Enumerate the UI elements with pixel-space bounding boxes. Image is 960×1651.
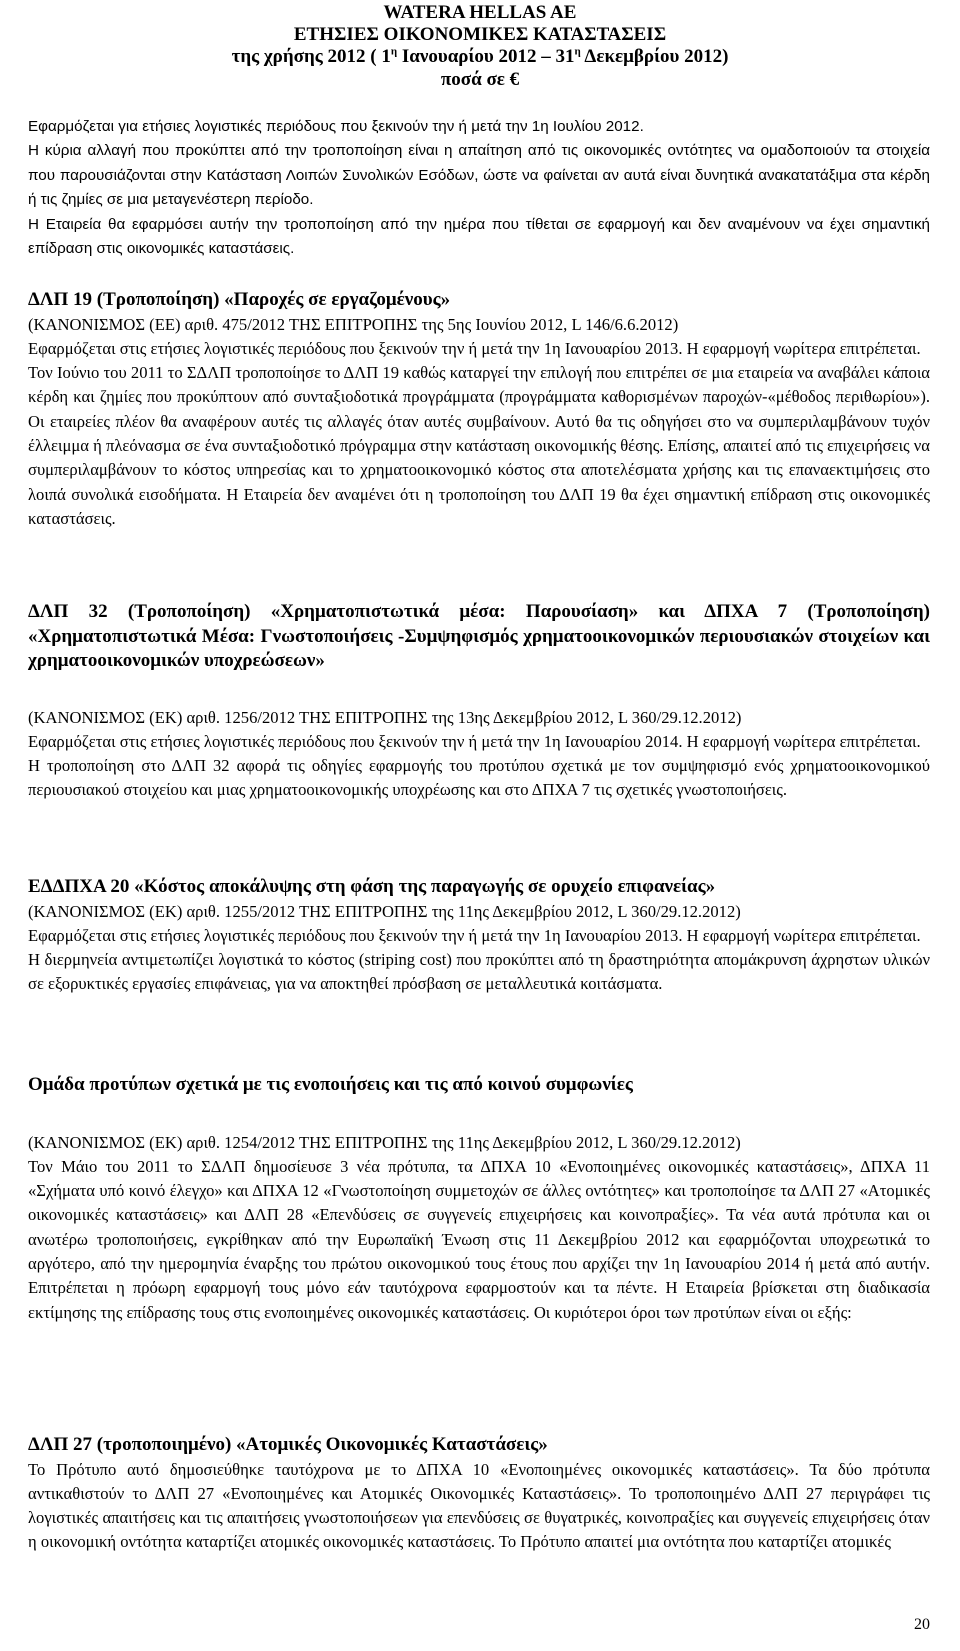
section-body: Τον Ιούνιο του 2011 το ΣΔΛΠ τροποποίησε το ΔΛΠ 19 καθώς καταργεί την επιλογή που επιτρέπει σε μια εταιρεία να αναβάλει κάποια κέρδη και ζημίες που προκύπτουν από συνταξιοδοτικά προγράμματα (προγράμματα καθορισμένων παροχών-«μέθοδος περιθωρίου»). Οι εταιρείες πλέον θα αναφέρουν αυτές τις αλλαγές όταν αυτές συμβαίνουν. Αυτό θα τις οδηγήσει στο να συμπεριλαμβάνουν τυχόν έλλειμμα ή πλεόνασμα σε ένα συνταξιοδοτικό πρόγραμμα στην κατάσταση οικονομικής θέσης. Επίσης, απαιτεί από τις επιχειρήσεις να συμπεριλαμβάνουν το κόστος υπηρεσίας και το χρηματοοικονομικό κόστος στα αποτελέσματα χρήσης και τις επαναεκτιμήσεις στο λοιπά συνολικά εισοδήματα. Η Εταιρεία δεν αναμένει ότι η τροποποίηση του ΔΛΠ 19 θα έχει σημαντική επίδραση στις οικονομικές καταστάσεις. [28, 363, 930, 528]
section-body: Τον Μάιο του 2011 το ΣΔΛΠ δημοσίευσε 3 νέα πρότυπα, τα ΔΠΧΑ 10 «Ενοποιημένες οικονομικές καταστάσεις», ΔΠΧΑ 11 «Σχήματα υπό κοινό έλεγχο» και ΔΠΧΑ 12 «Γνωστοποίηση συμμετοχών σε άλλες οντότητες» και τροποποίησε τα ΔΛΠ 27 «Ατομικές οικονομικές καταστάσεις» και ΔΛΠ 28 «Επενδύσεις σε συγγενείς επιχειρήσεις και κοινοπραξίες». Τα νέα αυτά πρότυπα και οι ανωτέρω τροποποιήσεις, εγκρίθηκαν από την Ευρωπαϊκή Ένωση στις 11 Δεκεμβρίου 2012 και εφαρμόζονται υποχρεωτικά το αργότερο, από την ημερομηνία έναρξης του πρώτου οικονομικού τους έτους που αρχίζει την 1η Ιανουαρίου 2014 ή μετά από αυτήν. Επιτρέπεται η πρόωρη εφαρμογή τους μόνο εάν ταυτόχρονα εφαρμοστούν και τα πέντε. Η Εταιρεία βρίσκεται στη διαδικασία εκτίμησης της επίδρασης τους στις ενοποιημένες οικονομικές καταστάσεις. Οι κυριότεροι όροι των προτύπων είναι οι εξής: [28, 1156, 930, 1322]
intro-section [28, 115, 930, 261]
section-heading: ΔΛΠ 32 (Τροποποίηση) «Χρηματοπιστωτικά μέσα: Παρουσίαση» και ΔΠΧΑ 7 (Τροποποίηση) «Χρηματοπιστωτικά Μέσα: Γνωστοποιήσεις -Συμψηφισμός χρηματοοικονομικών περιουσιακών στοιχείων και χρηματοοικονομικών υποχρεώσεων» [28, 601, 930, 671]
regulation-reference: (ΚΑΝΟΝΙΣΜΟΣ (ΕΚ) αριθ. 1254/2012 ΤΗΣ ΕΠΙΤΡΟΠΗΣ της 11ης Δεκεμβρίου 2012, L 360/29.12.2012) [28, 1132, 741, 1152]
section-heading: Ομάδα προτύπων σχετικά με τις ενοποιήσεις και τις από κοινού συμφωνίες [28, 1074, 633, 1095]
ias32-section [28, 600, 930, 803]
section-heading: ΔΛΠ 27 (τροποποιημένο) «Ατομικές Οικονομικές Καταστάσεις» [28, 1434, 548, 1455]
effective-date-text: Εφαρμόζεται στις ετήσιες λογιστικές περιόδους που ξεκινούν την ή μετά την 1η Ιανουαρίου 2013. Η εφαρμογή νωρίτερα επιτρέπεται. [28, 338, 921, 358]
intro-paragraph: Η Εταιρεία θα εφαρμόσει αυτήν την τροποποίηση από την ημέρα που τίθεται σε εφαρμογή και δεν αναμένουν να έχει σημαντική επίδραση στις οικονομικές καταστάσεις. [28, 215, 930, 258]
effective-date-text: Εφαρμόζεται στις ετήσιες λογιστικές περιόδους που ξεκινούν την ή μετά την 1η Ιανουαρίου 2013. Η εφαρμογή νωρίτερα επιτρέπεται. [28, 925, 921, 945]
section-body: Η τροποποίηση στο ΔΛΠ 32 αφορά τις οδηγίες εφαρμογής του προτύπου σχετικά με τον συμψηφισμό ενός χρηματοοικονομικού περιουσιακού στοιχείου και μιας χρηματοοικονομικής υποχρέωσης και στο ΔΠΧΑ 7 τις σχετικές γνωστοποιήσεις. [28, 756, 930, 800]
header-company: WATERA HELLAS AE [383, 2, 577, 23]
intro-line: Εφαρμόζεται για ετήσιες λογιστικές περιόδους που ξεκινούν την ή μετά την 1η Ιουλίου 2012. [28, 118, 644, 135]
consolidation-section [28, 1073, 930, 1325]
regulation-reference: (ΚΑΝΟΝΙΣΜΟΣ (ΕΚ) αριθ. 1255/2012 ΤΗΣ ΕΠΙΤΡΟΠΗΣ της 11ης Δεκεμβρίου 2012, L 360/29.12.2012) [28, 901, 741, 921]
page-number: 20 [914, 1616, 930, 1633]
regulation-reference: (ΚΑΝΟΝΙΣΜΟΣ (ΕΚ) αριθ. 1256/2012 ΤΗΣ ΕΠΙΤΡΟΠΗΣ της 13ης Δεκεμβρίου 2012, L 360/29.12.2012) [28, 707, 742, 727]
section-body: Το Πρότυπο αυτό δημοσιεύθηκε ταυτόχρονα με το ΔΠΧΑ 10 «Ενοποιημένες οικονομικές καταστάσεις». Τα δύο πρότυπα αντικαθιστούν το ΔΛΠ 27 «Ενοποιημένες και Ατομικές Οικονομικές Καταστάσεις». Το τροποποιημένο ΔΛΠ 27 περιγράφει τις λογιστικές απαιτήσεις και τις απαιτήσεις γνωστοποιήσεων για επενδύσεις σε θυγατρικές, κοινοπραξίες και συγγενείς επιχειρήσεις όταν η οικονομική οντότητα καταρτίζει ατομικές οικονομικές καταστάσεις. Το Πρότυπο απαιτεί μια οντότητα που καταρτίζει ατομικές [28, 1459, 930, 1552]
header-currency: ποσά σε € [440, 69, 520, 90]
header-period: της χρήσης 2012 ( $1^\eta$ Ιανουαρίου $2012 - 31^\eta$ Δεκεμβρίου 2012) [231, 45, 729, 67]
regulation-reference: (ΚΑΝΟΝΙΣΜΟΣ (ΕΕ) αριθ. 475/2012 ΤΗΣ ΕΠΙΤΡΟΠΗΣ της 5ης Ιουνίου 2012, L 146/6.6.2012) [28, 314, 679, 334]
ias27-section [28, 1433, 930, 1555]
section-heading: ΕΔΔΠΧΑ 20 «Κόστος αποκάλυψης στη φάση της παραγωγής σε ορυχείο επιφανείας» [28, 876, 716, 897]
effective-date-text: Εφαρμόζεται στις ετήσιες λογιστικές περιόδους που ξεκινούν την ή μετά την 1η Ιανουαρίου 2014. Η εφαρμογή νωρίτερα επιτρέπεται. [28, 731, 921, 751]
header-title: ΕΤΗΣΙΕΣ ΟΙΚΟΝΟΜΙΚΕΣ ΚΑΤΑΣΤΑΣΕΙΣ [293, 24, 667, 45]
section-heading: ΔΛΠ 19 (Τροποποίηση) «Παροχές σε εργαζομένους» [28, 289, 451, 310]
ifric20-section [28, 875, 930, 997]
ias19-section [28, 288, 930, 531]
intro-paragraph: Η κύρια αλλαγή που προκύπτει από την τροποποίηση είναι η απαίτηση από τις οικονομικές οντότητες να ομαδοποιούν τα στοιχεία που παρουσιάζονται στην Κατάσταση Λοιπών Συνολικών Εσόδων, ώστε να φαίνεται αν αυτά είναι δυνητικά ανακατατάξιμα στα κέρδη ή τις ζημίες σε μια μεταγενέστερη περίοδο. [28, 142, 930, 209]
section-body: Η διερμηνεία αντιμετωπίζει λογιστικά το κόστος (striping cost) που προκύπτει από τη δραστηριότητα απομάκρυνση άχρηστων υλικών σε εξορυκτικές εργασίες επιφάνειας, για να αποκτηθεί πρόσβαση σε μεταλλευτικά κοιτάσματα. [28, 950, 930, 994]
